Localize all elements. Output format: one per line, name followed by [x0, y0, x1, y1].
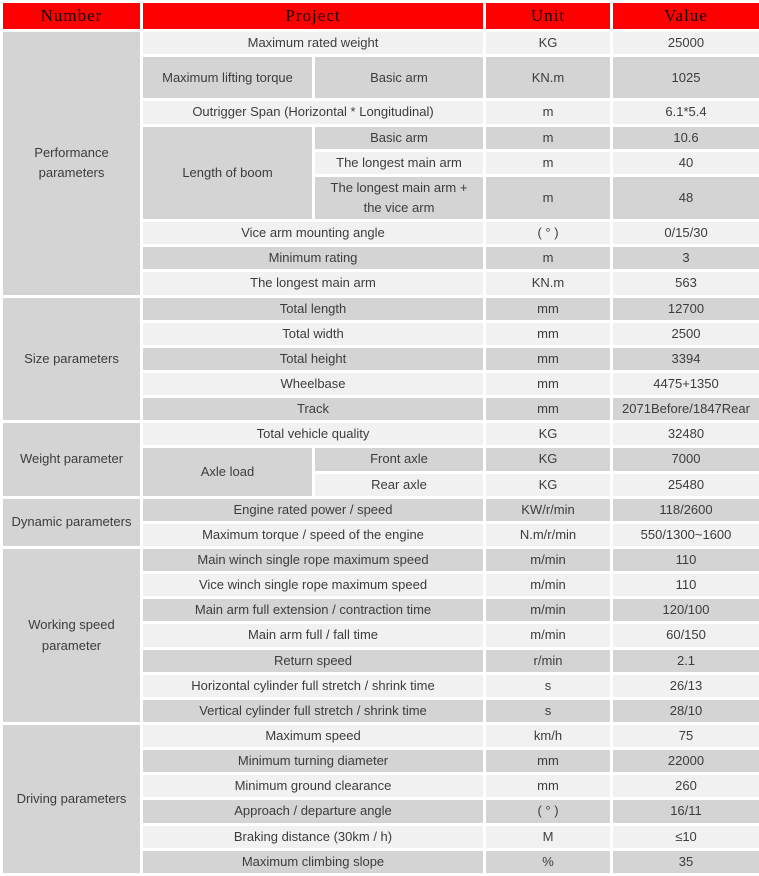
- unit-cell: m/min: [485, 548, 612, 573]
- value-cell: 25000: [612, 31, 759, 56]
- value-cell: 48: [612, 175, 759, 220]
- value-cell: 75: [612, 724, 759, 749]
- unit-cell: M: [485, 824, 612, 849]
- value-cell: 110: [612, 573, 759, 598]
- unit-cell: m/min: [485, 623, 612, 648]
- value-cell: 12700: [612, 296, 759, 321]
- value-cell: 25480: [612, 472, 759, 497]
- value-cell: 550/1300~1600: [612, 522, 759, 547]
- unit-cell: km/h: [485, 724, 612, 749]
- project-cell: Outrigger Span (Horizontal * Longitudinal): [142, 100, 485, 125]
- unit-cell: s: [485, 698, 612, 723]
- unit-cell: mm: [485, 774, 612, 799]
- unit-cell: mm: [485, 397, 612, 422]
- unit-cell: mm: [485, 296, 612, 321]
- value-cell: 4475+1350: [612, 372, 759, 397]
- project-cell: Minimum rating: [142, 246, 485, 271]
- value-cell: 118/2600: [612, 497, 759, 522]
- unit-cell: mm: [485, 346, 612, 371]
- project-cell: Minimum turning diameter: [142, 749, 485, 774]
- table-row: [2, 724, 759, 749]
- table-row: [2, 31, 759, 56]
- unit-cell: KN.m: [485, 271, 612, 296]
- group-length-of-boom: Length of boom: [142, 125, 314, 221]
- value-cell: 28/10: [612, 698, 759, 723]
- value-cell: 2500: [612, 321, 759, 346]
- value-cell: 22000: [612, 749, 759, 774]
- sub-project-cell: Front axle: [314, 447, 485, 472]
- unit-cell: m: [485, 246, 612, 271]
- project-cell: Vertical cylinder full stretch / shrink time: [142, 698, 485, 723]
- project-cell: Approach / departure angle: [142, 799, 485, 824]
- sub-project-cell: Rear axle: [314, 472, 485, 497]
- project-cell: Track: [142, 397, 485, 422]
- unit-cell: m/min: [485, 598, 612, 623]
- group-maximum-lifting-torque: Maximum lifting torque: [142, 56, 314, 100]
- value-cell: 563: [612, 271, 759, 296]
- project-cell: Minimum ground clearance: [142, 774, 485, 799]
- project-cell: Braking distance (30km / h): [142, 824, 485, 849]
- unit-cell: KW/r/min: [485, 497, 612, 522]
- header-row: [2, 2, 759, 31]
- section-driving-parameters: Driving parameters: [2, 724, 142, 875]
- sub-project-cell: Basic arm: [314, 125, 485, 150]
- project-cell: Vice arm mounting angle: [142, 221, 485, 246]
- table-row: [2, 296, 759, 321]
- value-cell: 3394: [612, 346, 759, 371]
- sub-project-cell: Basic arm: [314, 56, 485, 100]
- unit-cell: m/min: [485, 573, 612, 598]
- unit-cell: %: [485, 849, 612, 874]
- unit-cell: KG: [485, 422, 612, 447]
- unit-cell: r/min: [485, 648, 612, 673]
- unit-cell: m: [485, 125, 612, 150]
- value-cell: 60/150: [612, 623, 759, 648]
- table-row: [2, 422, 759, 447]
- value-cell: 2071Before/1847Rear: [612, 397, 759, 422]
- section-performance-parameters: Performance parameters: [2, 31, 142, 296]
- project-cell: Main winch single rope maximum speed: [142, 548, 485, 573]
- project-cell: Vice winch single rope maximum speed: [142, 573, 485, 598]
- header-value: Value: [612, 2, 759, 31]
- project-cell: Maximum speed: [142, 724, 485, 749]
- value-cell: 32480: [612, 422, 759, 447]
- value-cell: 3: [612, 246, 759, 271]
- unit-cell: m: [485, 100, 612, 125]
- value-cell: 120/100: [612, 598, 759, 623]
- section-dynamic-parameters: Dynamic parameters: [2, 497, 142, 547]
- unit-cell: KG: [485, 447, 612, 472]
- value-cell: 2.1: [612, 648, 759, 673]
- unit-cell: m: [485, 150, 612, 175]
- project-cell: Total width: [142, 321, 485, 346]
- project-cell: Horizontal cylinder full stretch / shrink time: [142, 673, 485, 698]
- group-axle-load: Axle load: [142, 447, 314, 497]
- header-project: Project: [142, 2, 485, 31]
- value-cell: 26/13: [612, 673, 759, 698]
- project-cell: Total length: [142, 296, 485, 321]
- value-cell: 6.1*5.4: [612, 100, 759, 125]
- value-cell: 1025: [612, 56, 759, 100]
- unit-cell: mm: [485, 749, 612, 774]
- value-cell: 110: [612, 548, 759, 573]
- unit-cell: N.m/r/min: [485, 522, 612, 547]
- value-cell: 0/15/30: [612, 221, 759, 246]
- project-cell: Main arm full / fall time: [142, 623, 485, 648]
- project-cell: Maximum rated weight: [142, 31, 485, 56]
- value-cell: 16/11: [612, 799, 759, 824]
- project-cell: The longest main arm: [142, 271, 485, 296]
- header-number: Number: [2, 2, 142, 31]
- sub-project-cell: The longest main arm + the vice arm: [314, 175, 485, 220]
- section-weight-parameter: Weight parameter: [2, 422, 142, 497]
- project-cell: Total vehicle quality: [142, 422, 485, 447]
- unit-cell: ( ° ): [485, 799, 612, 824]
- unit-cell: mm: [485, 321, 612, 346]
- unit-cell: s: [485, 673, 612, 698]
- unit-cell: m: [485, 175, 612, 220]
- unit-cell: ( ° ): [485, 221, 612, 246]
- project-cell: Return speed: [142, 648, 485, 673]
- value-cell: 7000: [612, 447, 759, 472]
- unit-cell: mm: [485, 372, 612, 397]
- table-row: [2, 548, 759, 573]
- unit-cell: KN.m: [485, 56, 612, 100]
- table-row: [2, 497, 759, 522]
- unit-cell: KG: [485, 472, 612, 497]
- project-cell: Maximum torque / speed of the engine: [142, 522, 485, 547]
- project-cell: Total height: [142, 346, 485, 371]
- value-cell: 260: [612, 774, 759, 799]
- project-cell: Wheelbase: [142, 372, 485, 397]
- project-cell: Main arm full extension / contraction time: [142, 598, 485, 623]
- project-cell: Engine rated power / speed: [142, 497, 485, 522]
- value-cell: 35: [612, 849, 759, 874]
- unit-cell: KG: [485, 31, 612, 56]
- header-unit: Unit: [485, 2, 612, 31]
- sub-project-cell: The longest main arm: [314, 150, 485, 175]
- section-size-parameters: Size parameters: [2, 296, 142, 422]
- project-cell: Maximum climbing slope: [142, 849, 485, 874]
- value-cell: 10.6: [612, 125, 759, 150]
- value-cell: 40: [612, 150, 759, 175]
- section-working-speed-parameter: Working speed parameter: [2, 548, 142, 724]
- value-cell: ≤10: [612, 824, 759, 849]
